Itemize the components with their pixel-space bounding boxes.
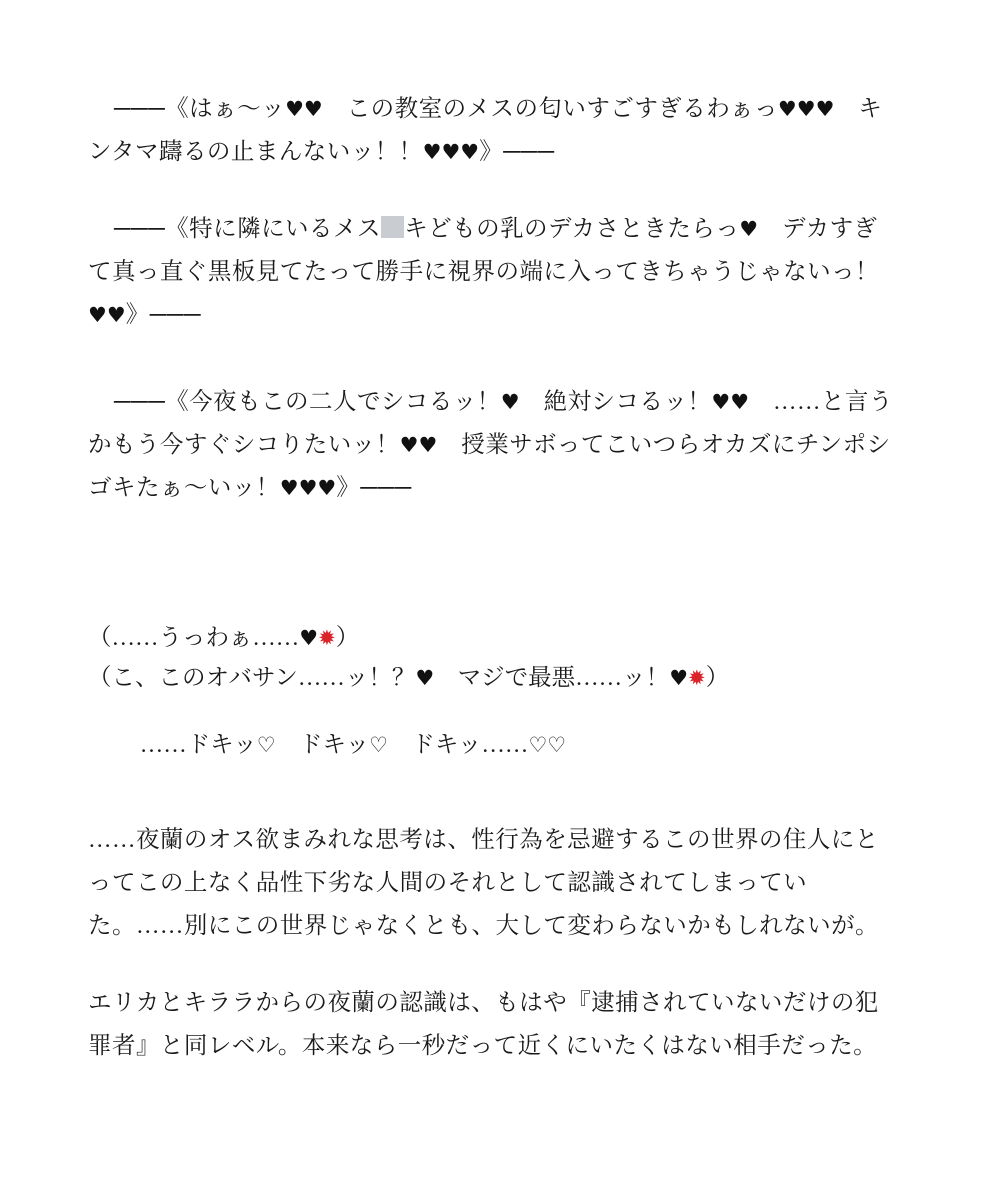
text-run: （こ、このオバサン……ッ！？ bbox=[88, 665, 416, 691]
spacer bbox=[88, 948, 899, 982]
heart-outline-icon: ♡♡ bbox=[528, 733, 567, 757]
text-run: この教室のメスの匂いすごすぎるわぁっ bbox=[322, 96, 778, 122]
spacer bbox=[88, 510, 899, 618]
text-run: ───《今夜もこの二人でシコるッ！ bbox=[113, 389, 501, 415]
heart-icon: ♥♥ bbox=[285, 97, 323, 121]
heart-icon: ♥♥ bbox=[88, 303, 126, 327]
heart-icon: ♥ bbox=[415, 666, 435, 690]
paragraph-shout-1 bbox=[88, 88, 899, 174]
text-run: ……と言うかもう今すぐシコりたいッ！ bbox=[88, 389, 893, 458]
text-run: 》─── bbox=[125, 302, 201, 328]
paragraph-narration-1 bbox=[88, 819, 899, 948]
paragraph-thought-1 bbox=[88, 618, 899, 658]
text-run: デカすぎて真っ直ぐ黒板見てたって勝手に視界の端に入ってきちゃうじゃないっ！ bbox=[88, 216, 880, 285]
text-run: ───《特に隣にいるメス bbox=[113, 216, 381, 242]
sparkle-icon: ✹ bbox=[318, 626, 336, 650]
text-run: 》─── bbox=[479, 139, 555, 165]
heart-icon: ♥♥ bbox=[711, 390, 750, 414]
spacer bbox=[88, 337, 899, 381]
heart-icon: ♥ bbox=[299, 626, 319, 650]
text-run: ───《はぁ〜ッ bbox=[113, 96, 286, 122]
text-run: （……うっわぁ…… bbox=[88, 625, 300, 651]
text-run: ） bbox=[335, 625, 360, 651]
text-run: キンタマ躊るの止まんないッ！！ bbox=[88, 96, 883, 165]
spacer bbox=[88, 698, 899, 724]
heart-icon: ♥♥♥ bbox=[422, 140, 480, 164]
sparkle-icon: ✹ bbox=[688, 666, 706, 690]
text-run: ……ドキッ bbox=[139, 732, 257, 758]
heart-outline-icon: ♡ bbox=[369, 733, 388, 757]
text-run: 授業サボってこいつらオカズにチンポシゴキたぁ〜いッ！ bbox=[88, 432, 891, 501]
text-run: ） bbox=[705, 665, 730, 691]
paragraph-shout-2 bbox=[88, 208, 899, 337]
text-run: キどもの乳のデカさときたらっ bbox=[404, 216, 740, 242]
heart-outline-icon: ♡ bbox=[256, 733, 276, 757]
heart-icon: ♥ bbox=[669, 666, 689, 690]
text-run: ドキッ bbox=[275, 732, 370, 758]
paragraph-narration-2 bbox=[88, 982, 899, 1068]
text-run: エリカとキララからの夜蘭の認識は、もはや『逮捕されていないだけの犯罪者』と同レベル。本来なら一秒だって近くにいたくはない相手だった。 bbox=[88, 990, 879, 1059]
heart-icon: ♥♥ bbox=[399, 433, 438, 457]
text-run: ドキッ…… bbox=[387, 732, 529, 758]
paragraph-shout-3 bbox=[88, 381, 899, 510]
text-run: 》─── bbox=[336, 475, 412, 501]
spacer bbox=[88, 767, 899, 819]
redaction-block bbox=[381, 216, 403, 238]
paragraph-thought-2 bbox=[88, 658, 899, 698]
heart-icon: ♥♥♥ bbox=[777, 97, 835, 121]
paragraph-sfx-doki bbox=[88, 724, 899, 767]
text-run: 絶対シコるッ！ bbox=[519, 389, 712, 415]
heart-icon: ♥♥♥ bbox=[279, 476, 337, 500]
heart-icon: ♥ bbox=[739, 217, 759, 241]
heart-icon: ♥ bbox=[500, 390, 520, 414]
text-run: ……夜蘭のオス欲まみれな思考は、性行為を忌避するこの世界の住人にとってこの上なく品性下劣な人間のそれとして認識されてしまっていた。……別にこの世界じゃなくとも、大して変わらないかもしれないが。 bbox=[88, 827, 880, 939]
text-run: マジで最悪……ッ！ bbox=[434, 665, 670, 691]
spacer bbox=[88, 174, 899, 208]
